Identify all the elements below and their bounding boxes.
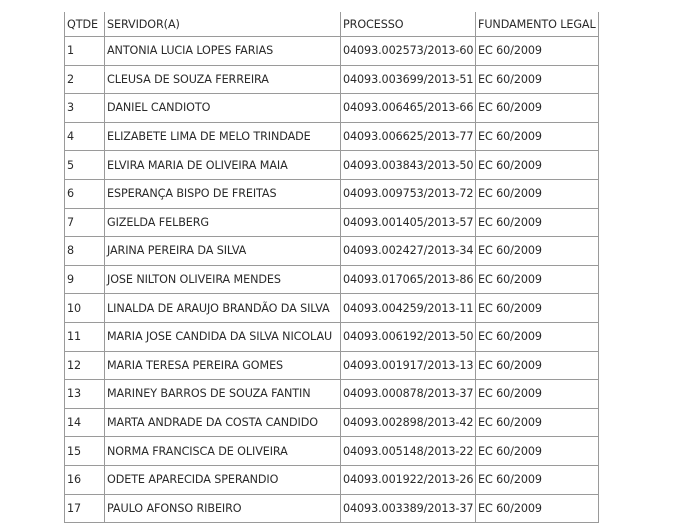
cell-servidor: GIZELDA FELBERG	[105, 208, 341, 237]
table-row	[65, 208, 599, 237]
cell-qtde: 10	[65, 294, 105, 323]
cell-processo: 04093.001917/2013-13	[341, 351, 476, 380]
cell-servidor: LINALDA DE ARAUJO BRANDÃO DA SILVA	[105, 294, 341, 323]
cell-fundamento: EC 60/2009	[476, 37, 599, 66]
cell-qtde: 17	[65, 494, 105, 523]
cell-servidor: JOSE NILTON OLIVEIRA MENDES	[105, 265, 341, 294]
cell-qtde: 11	[65, 322, 105, 351]
table-row	[65, 380, 599, 409]
cell-fundamento: EC 60/2009	[476, 380, 599, 409]
cell-processo: 04093.002427/2013-34	[341, 237, 476, 266]
document-sheet	[64, 12, 598, 523]
cell-fundamento: EC 60/2009	[476, 408, 599, 437]
cell-servidor: MARIA JOSE CANDIDA DA SILVA NICOLAU	[105, 322, 341, 351]
cell-qtde: 8	[65, 237, 105, 266]
cell-processo: 04093.001922/2013-26	[341, 465, 476, 494]
cell-processo: 04093.017065/2013-86	[341, 265, 476, 294]
column-header-servidor: SERVIDOR(A)	[105, 12, 341, 37]
table-row	[65, 151, 599, 180]
table-row	[65, 65, 599, 94]
table-row	[65, 465, 599, 494]
table-row	[65, 351, 599, 380]
cell-servidor: ELVIRA MARIA DE OLIVEIRA MAIA	[105, 151, 341, 180]
cell-fundamento: EC 60/2009	[476, 294, 599, 323]
cell-qtde: 14	[65, 408, 105, 437]
cell-fundamento: EC 60/2009	[476, 122, 599, 151]
cell-fundamento: EC 60/2009	[476, 465, 599, 494]
cell-processo: 04093.001405/2013-57	[341, 208, 476, 237]
cell-fundamento: EC 60/2009	[476, 65, 599, 94]
cell-processo: 04093.003389/2013-37	[341, 494, 476, 523]
servidores-table	[64, 12, 599, 523]
cell-processo: 04093.009753/2013-72	[341, 179, 476, 208]
cell-qtde: 9	[65, 265, 105, 294]
cell-qtde: 13	[65, 380, 105, 409]
cell-servidor: ELIZABETE LIMA DE MELO TRINDADE	[105, 122, 341, 151]
cell-processo: 04093.005148/2013-22	[341, 437, 476, 466]
cell-processo: 04093.004259/2013-11	[341, 294, 476, 323]
table-row	[65, 179, 599, 208]
table-row	[65, 494, 599, 523]
column-header-qtde: QTDE	[65, 12, 105, 37]
cell-processo: 04093.000878/2013-37	[341, 380, 476, 409]
cell-fundamento: EC 60/2009	[476, 322, 599, 351]
table-row	[65, 408, 599, 437]
cell-qtde: 15	[65, 437, 105, 466]
cell-fundamento: EC 60/2009	[476, 237, 599, 266]
cell-servidor: MARTA ANDRADE DA COSTA CANDIDO	[105, 408, 341, 437]
cell-processo: 04093.003699/2013-51	[341, 65, 476, 94]
table-row	[65, 37, 599, 66]
cell-servidor: NORMA FRANCISCA DE OLIVEIRA	[105, 437, 341, 466]
cell-servidor: MARIA TERESA PEREIRA GOMES	[105, 351, 341, 380]
table-header-row	[65, 12, 599, 37]
cell-qtde: 3	[65, 94, 105, 123]
cell-processo: 04093.002898/2013-42	[341, 408, 476, 437]
cell-servidor: JARINA PEREIRA DA SILVA	[105, 237, 341, 266]
cell-qtde: 16	[65, 465, 105, 494]
cell-qtde: 7	[65, 208, 105, 237]
cell-servidor: CLEUSA DE SOUZA FERREIRA	[105, 65, 341, 94]
cell-fundamento: EC 60/2009	[476, 94, 599, 123]
table-body	[65, 37, 599, 523]
cell-qtde: 2	[65, 65, 105, 94]
cell-servidor: PAULO AFONSO RIBEIRO	[105, 494, 341, 523]
table-row	[65, 237, 599, 266]
cell-processo: 04093.002573/2013-60	[341, 37, 476, 66]
cell-fundamento: EC 60/2009	[476, 351, 599, 380]
column-header-processo: PROCESSO	[341, 12, 476, 37]
cell-fundamento: EC 60/2009	[476, 265, 599, 294]
cell-fundamento: EC 60/2009	[476, 179, 599, 208]
cell-qtde: 4	[65, 122, 105, 151]
cell-servidor: ODETE APARECIDA SPERANDIO	[105, 465, 341, 494]
cell-qtde: 5	[65, 151, 105, 180]
cell-processo: 04093.003843/2013-50	[341, 151, 476, 180]
cell-servidor: ANTONIA LUCIA LOPES FARIAS	[105, 37, 341, 66]
cell-fundamento: EC 60/2009	[476, 437, 599, 466]
column-header-fundamento: FUNDAMENTO LEGAL	[476, 12, 599, 37]
cell-fundamento: EC 60/2009	[476, 494, 599, 523]
table-row	[65, 322, 599, 351]
table-row	[65, 265, 599, 294]
cell-processo: 04093.006465/2013-66	[341, 94, 476, 123]
cell-processo: 04093.006192/2013-50	[341, 322, 476, 351]
table-row	[65, 294, 599, 323]
cell-qtde: 1	[65, 37, 105, 66]
cell-fundamento: EC 60/2009	[476, 208, 599, 237]
cell-servidor: ESPERANÇA BISPO DE FREITAS	[105, 179, 341, 208]
cell-servidor: DANIEL CANDIOTO	[105, 94, 341, 123]
cell-servidor: MARINEY BARROS DE SOUZA FANTIN	[105, 380, 341, 409]
table-row	[65, 94, 599, 123]
cell-qtde: 12	[65, 351, 105, 380]
cell-fundamento: EC 60/2009	[476, 151, 599, 180]
table-row	[65, 122, 599, 151]
cell-processo: 04093.006625/2013-77	[341, 122, 476, 151]
table-row	[65, 437, 599, 466]
cell-qtde: 6	[65, 179, 105, 208]
